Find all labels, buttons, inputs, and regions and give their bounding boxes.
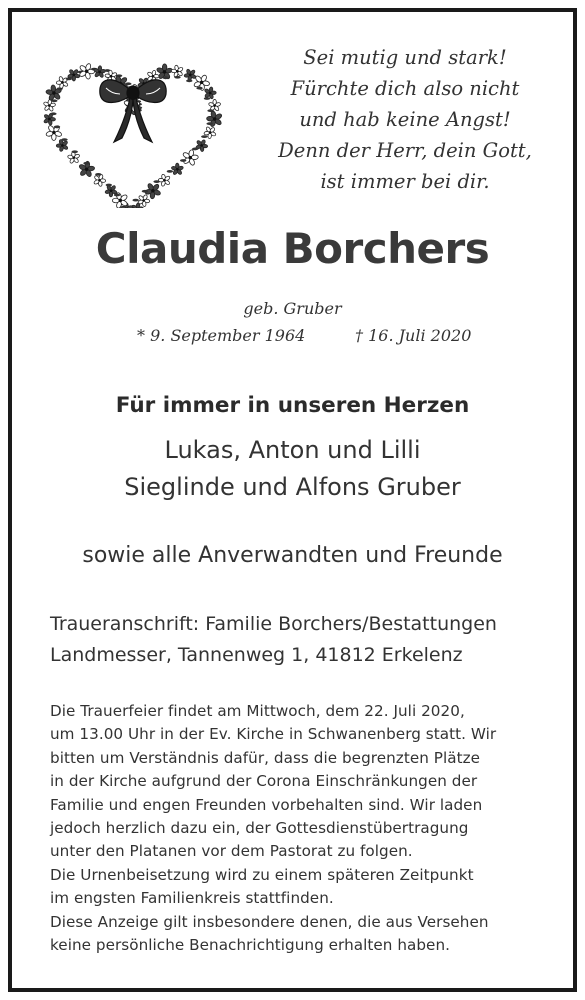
- flower-icon: [67, 151, 80, 163]
- mourning-address: [50, 609, 497, 671]
- leaf-icon: [180, 159, 186, 162]
- verse-line: Sei mutig und stark!: [303, 46, 507, 69]
- memorial-motto: Für immer in unseren Herzen: [115, 393, 470, 418]
- leaf-icon: [132, 199, 138, 202]
- flower-icon: [171, 65, 183, 78]
- leaf-icon: [167, 170, 173, 173]
- notice-line: Diese Anzeige gilt insbesondere denen, die aus Versehen: [50, 912, 489, 931]
- verse-line: Fürchte dich also nicht: [290, 77, 520, 100]
- family-members: [12, 432, 573, 506]
- bible-verse: [270, 42, 540, 197]
- leaf-icon: [83, 162, 89, 165]
- verse-line: ist immer bei dir.: [320, 170, 490, 193]
- notice-line: unter den Platanen vor dem Pastorat zu folgen.: [50, 842, 413, 861]
- flower-icon: [158, 174, 170, 187]
- flower-icon: [171, 163, 184, 175]
- notice-line: Familie und engen Freunden vorbehalten sind. Wir laden: [50, 795, 483, 814]
- leaf-icon: [204, 97, 210, 100]
- obituary-notice: [8, 8, 577, 992]
- notice-line: um 13.00 Uhr in der Ev. Kirche in Schwanenberg statt. Wir: [50, 725, 497, 744]
- leaf-icon: [162, 76, 168, 79]
- family-line: Lukas, Anton und Lilli: [164, 436, 421, 464]
- address-line: Traueranschrift: Familie Borchers/Bestattungen: [50, 613, 497, 635]
- leaf-icon: [206, 122, 212, 125]
- verse-line: und hab keine Angst!: [299, 108, 511, 131]
- verse-line: Denn der Herr, dein Gott,: [278, 139, 532, 162]
- relatives-line: sowie alle Anverwandten und Freunde: [82, 543, 503, 568]
- leaf-icon: [186, 79, 192, 82]
- birth-date: * 9. September 1964: [137, 326, 306, 345]
- notice-line: im engsten Familienkreis stattfinden.: [50, 889, 334, 908]
- notice-line: jedoch herzlich dazu ein, der Gottesdienstübertragung: [50, 819, 469, 838]
- notice-line: Die Urnenbeisetzung wird zu einem späteren Zeitpunkt: [50, 865, 474, 884]
- flower-icon: [93, 66, 106, 78]
- leaf-icon: [125, 82, 131, 85]
- flower-icon: [184, 69, 196, 81]
- heart-flower-wreath-icon: [42, 38, 222, 208]
- leaf-icon: [72, 150, 78, 153]
- notice-line: bitten um Verständnis dafür, dass die begrenzten Plätze: [50, 748, 481, 767]
- death-date: † 16. Juli 2020: [355, 326, 472, 345]
- notice-line: keine persönliche Benachrichtigung erhalten haben.: [50, 936, 450, 955]
- leaf-icon: [174, 76, 180, 79]
- notice-line: Die Trauerfeier findet am Mittwoch, dem 22. Juli 2020,: [50, 702, 465, 720]
- leaf-icon: [54, 126, 60, 129]
- family-line: Sieglinde und Alfons Gruber: [124, 473, 461, 501]
- notice-line: in der Kirche aufgrund der Corona Einschränkungen der: [50, 772, 478, 791]
- wreath-flowers: [43, 63, 222, 208]
- funeral-notice-text: [50, 700, 562, 957]
- leaf-icon: [153, 180, 159, 183]
- leaf-icon: [106, 184, 112, 187]
- leaf-icon: [196, 87, 202, 90]
- flower-icon: [93, 174, 105, 187]
- flower-icon: [56, 139, 68, 152]
- leaf-icon: [142, 190, 148, 193]
- deceased-name: Claudia Borchers: [95, 224, 490, 273]
- leaf-icon: [61, 138, 67, 141]
- birth-name: geb. Gruber: [243, 299, 342, 318]
- flower-icon: [182, 149, 198, 166]
- leaf-icon: [50, 112, 56, 115]
- leaf-icon: [95, 173, 101, 176]
- leaf-icon: [201, 135, 207, 138]
- address-line: Landmesser, Tannenweg 1, 41812 Erkelenz: [50, 644, 463, 666]
